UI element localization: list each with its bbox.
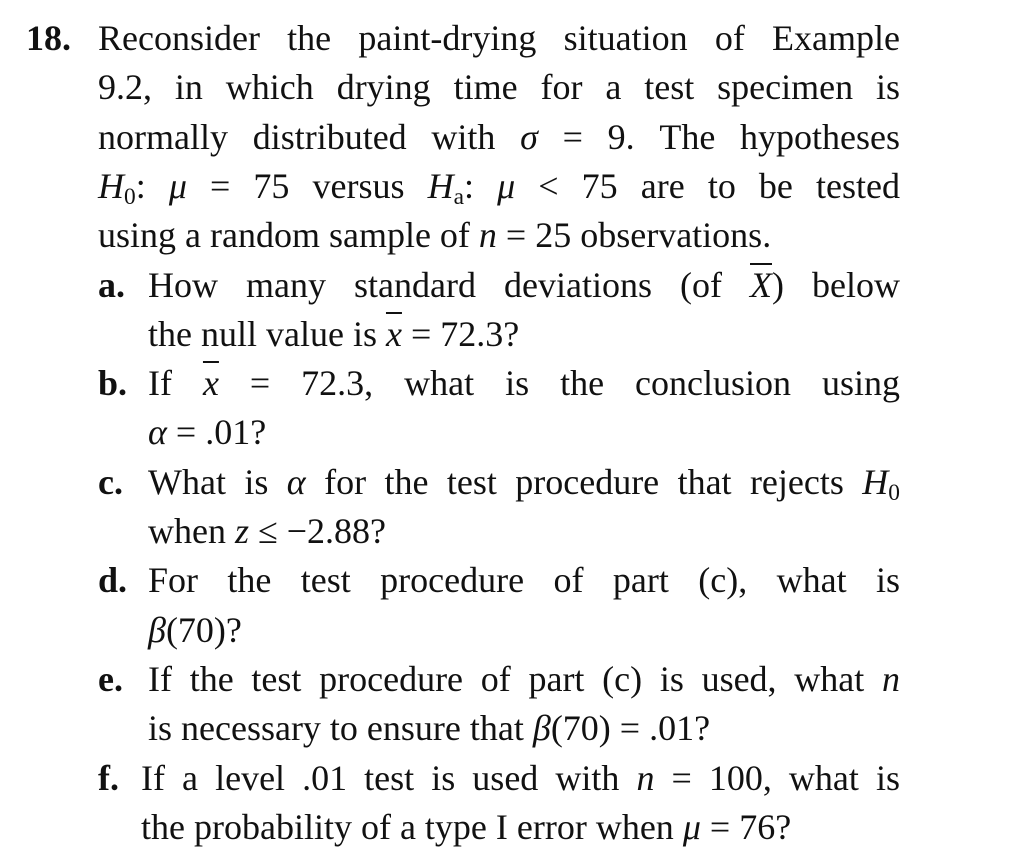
math-symbol: z	[234, 511, 249, 551]
text-segment: < 75 are to be tested	[515, 165, 900, 206]
text-line	[148, 310, 519, 359]
text-segment: 9.2, in which drying time for a test specimen is	[98, 67, 900, 108]
text-line	[148, 606, 242, 655]
text-segment: ≤ −2.88?	[249, 511, 387, 551]
text-line	[148, 261, 900, 310]
text-segment: the probability of a type I error when	[141, 806, 683, 847]
math-symbol: H	[427, 165, 454, 206]
text-line	[148, 655, 900, 704]
text-segment: when	[148, 511, 235, 551]
text-segment: = 100, what is	[654, 757, 900, 798]
text-segment: = 75 versus	[186, 165, 428, 206]
text-segment: = 25 observations.	[496, 215, 772, 256]
text-segment: :	[463, 165, 498, 206]
text-line	[98, 113, 900, 162]
text-line	[98, 211, 771, 260]
math-symbol: n	[478, 215, 497, 256]
text-segment: If	[148, 363, 203, 404]
text-line	[98, 162, 900, 211]
text-line	[141, 803, 791, 852]
text-segment: (70)?	[165, 609, 242, 650]
text-line	[148, 359, 900, 408]
text-line	[148, 556, 900, 605]
math-symbol: n	[636, 757, 655, 798]
text-line	[98, 63, 900, 112]
text-segment: Reconsider the paint-drying situation of Example	[98, 18, 900, 58]
math-symbol: n	[882, 658, 900, 699]
math-symbol: σ	[520, 116, 538, 157]
text-segment: for the test procedure that rejects	[305, 461, 863, 502]
text-line	[98, 14, 900, 63]
math-symbol: a	[453, 183, 464, 210]
text-segment: If a level .01 test is used with	[141, 757, 637, 798]
problem-number: 18.	[26, 18, 71, 58]
part-label: c.	[98, 461, 123, 502]
part-label: b.	[98, 363, 128, 404]
math-symbol: 0	[888, 479, 900, 506]
text-line	[148, 458, 900, 507]
math-symbol: μ	[497, 165, 516, 206]
text-segment: = 76?	[700, 806, 792, 847]
math-symbol: μ	[682, 806, 701, 847]
text-segment: is necessary to ensure that	[148, 708, 533, 749]
text-segment: normally distributed with	[98, 116, 521, 157]
math-symbol: $\overline{X}$	[750, 264, 772, 305]
math-symbol: H	[98, 165, 124, 206]
text-segment: What is	[148, 461, 287, 502]
text-segment: using a random sample of	[98, 215, 479, 256]
math-symbol: 0	[124, 183, 136, 210]
text-line	[148, 507, 386, 556]
math-symbol: α	[148, 412, 167, 453]
math-symbol: H	[862, 461, 889, 502]
text-segment: = 72.3?	[401, 313, 520, 354]
text-segment: How many standard deviations (of	[148, 264, 750, 305]
text-segment: the null value is	[148, 313, 386, 354]
text-segment: :	[135, 165, 169, 206]
text-line	[148, 704, 710, 753]
text-segment: ) below	[772, 264, 900, 305]
math-symbol: $\overline{x}$	[385, 313, 402, 354]
text-segment: = .01?	[166, 412, 267, 453]
text-segment: = 72.3, what is the conclusion using	[218, 363, 900, 404]
math-symbol: μ	[168, 165, 187, 206]
text-line	[148, 408, 266, 457]
math-symbol: $\overline{x}$	[202, 363, 219, 404]
text-line	[141, 754, 900, 803]
text-segment: For the test procedure of part (c), what is	[148, 560, 900, 601]
part-label: e.	[98, 658, 123, 699]
part-label: a.	[98, 264, 125, 305]
math-symbol: α	[286, 461, 306, 502]
text-segment: If the test procedure of part (c) is used, what	[148, 658, 882, 699]
text-segment: (70) = .01?	[550, 708, 711, 749]
part-label: f.	[98, 757, 119, 798]
text-segment: = 9. The hypotheses	[537, 116, 900, 157]
part-label: d.	[98, 560, 128, 601]
math-symbol: β	[148, 609, 166, 650]
math-symbol: β	[532, 708, 551, 749]
